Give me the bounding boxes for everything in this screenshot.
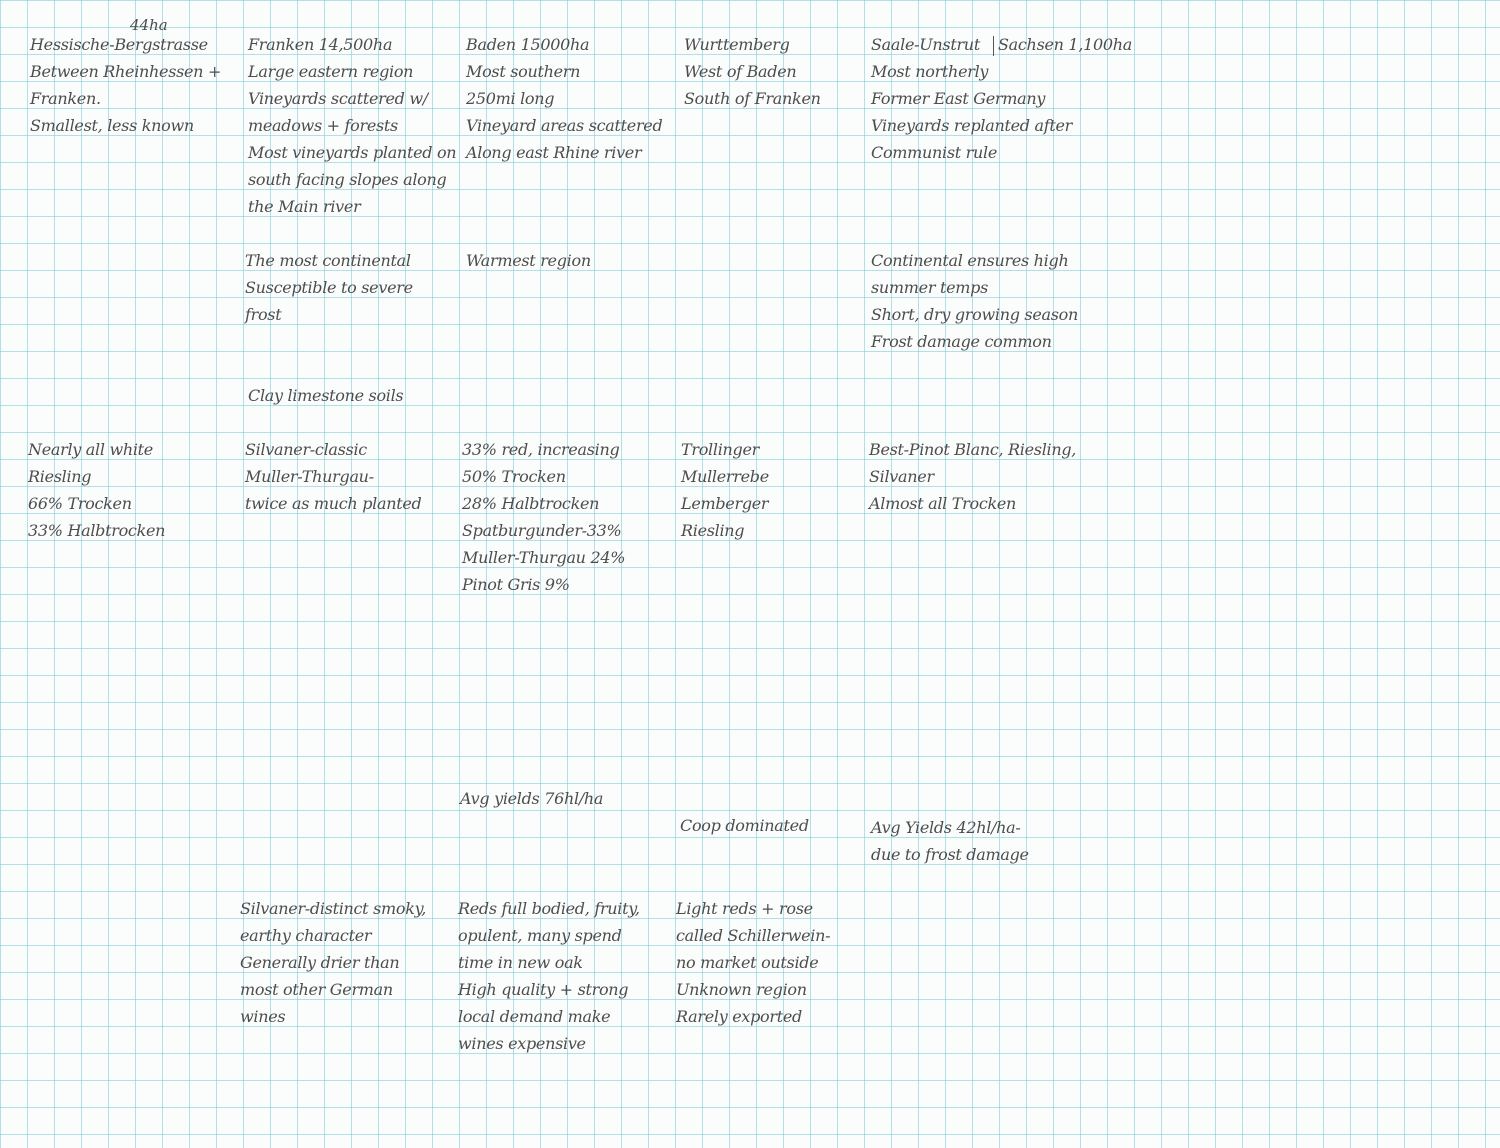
note-line: Continental ensures high — [871, 251, 1069, 270]
note-line: Silvaner-distinct smoky, — [240, 899, 427, 918]
note-line: 33% Halbtrocken — [28, 521, 166, 540]
note-line: Short, dry growing season — [871, 305, 1079, 324]
hessische-bergstrasse-notes — [30, 31, 221, 139]
note-line: Generally drier than — [240, 953, 400, 972]
note-line: 66% Trocken — [28, 494, 132, 513]
note-line: Most southern — [466, 62, 581, 81]
note-line: time in new oak — [458, 953, 583, 972]
note-line: Pinot Gris 9% — [462, 575, 570, 594]
note-line: High quality + strong — [458, 980, 629, 999]
note-line: local demand make — [458, 1007, 611, 1026]
note-line: Coop dominated — [680, 816, 809, 835]
note-line: south facing slopes along — [248, 170, 447, 189]
note-line: 33% red, increasing — [462, 440, 620, 459]
note-line: Susceptible to severe — [245, 278, 413, 297]
note-line: Franken 14,500ha — [248, 35, 393, 54]
note-line: Trollinger — [681, 440, 759, 459]
note-line: Spatburgunder-33% — [462, 521, 622, 540]
baden-yield-notes — [460, 785, 603, 812]
saale-climate-notes — [871, 247, 1078, 355]
note-line: Along east Rhine river — [466, 143, 642, 162]
note-line: no market outside — [676, 953, 819, 972]
note-line: opulent, many spend — [458, 926, 622, 945]
note-line: Almost all Trocken — [869, 494, 1017, 513]
note-line: 28% Halbtrocken — [462, 494, 600, 513]
note-line: Rarely exported — [676, 1007, 802, 1026]
baden-grapes-notes — [462, 436, 625, 598]
note-line: Mullerrebe — [681, 467, 769, 486]
note-line: earthy character — [240, 926, 372, 945]
franken-style-notes — [240, 895, 426, 1030]
note-line: Frost damage common — [871, 332, 1052, 351]
note-line: Sachsen 1,100ha — [998, 35, 1132, 54]
note-line: Most northerly — [871, 62, 989, 81]
note-line: Saale-Unstrut — [871, 35, 980, 54]
baden-style-notes — [458, 895, 640, 1057]
note-line: Warmest region — [466, 251, 591, 270]
saale-grapes-notes — [869, 436, 1076, 517]
note-line: Nearly all white — [28, 440, 153, 459]
sachsen-notes — [998, 31, 1132, 58]
wurttemberg-coop-notes — [680, 812, 809, 839]
note-line: Riesling — [28, 467, 92, 486]
note-line: wines expensive — [458, 1034, 586, 1053]
note-line: Unknown region — [676, 980, 807, 999]
note-line: Muller-Thurgau 24% — [462, 548, 626, 567]
note-line: Franken. — [30, 89, 101, 108]
note-line: meadows + forests — [248, 116, 398, 135]
note-line: wines — [240, 1007, 286, 1026]
note-line: Silvaner — [869, 467, 934, 486]
note-line: West of Baden — [684, 62, 797, 81]
note-line: Muller-Thurgau- — [245, 467, 374, 486]
note-line: due to frost damage — [871, 845, 1029, 864]
wurttemberg-notes — [684, 31, 821, 112]
note-line: Best-Pinot Blanc, Riesling, — [869, 440, 1077, 459]
franken-climate-notes — [245, 247, 413, 328]
note-line: Between Rheinhessen + — [30, 62, 222, 81]
note-line: Avg Yields 42hl/ha- — [871, 818, 1021, 837]
note-line: Communist rule — [871, 143, 998, 162]
note-line: the Main river — [248, 197, 361, 216]
note-line: Most vineyards planted on — [248, 143, 457, 162]
note-line: Vineyards scattered w/ — [248, 89, 428, 108]
saale-yield-notes — [871, 814, 1029, 868]
note-line: Smallest, less known — [30, 116, 194, 135]
note-line: called Schillerwein- — [676, 926, 831, 945]
wurttemberg-grapes-notes — [681, 436, 769, 544]
note-line: Wurttemberg — [684, 35, 790, 54]
note-line: Reds full bodied, fruity, — [458, 899, 640, 918]
note-line: Riesling — [681, 521, 745, 540]
note-line: Light reds + rose — [676, 899, 813, 918]
note-line: Former East Germany — [871, 89, 1046, 108]
hessische-grapes-notes — [28, 436, 165, 544]
note-line: most other German — [240, 980, 393, 999]
note-line: 50% Trocken — [462, 467, 566, 486]
note-line: Vineyard areas scattered — [466, 116, 663, 135]
wurttemberg-style-notes — [676, 895, 830, 1030]
region-divider — [993, 36, 994, 56]
baden-climate-notes — [466, 247, 591, 274]
note-line: Clay limestone soils — [248, 386, 404, 405]
note-line: Lemberger — [681, 494, 769, 513]
note-line: The most continental — [245, 251, 411, 270]
hectare-annotation: 44ha — [130, 16, 168, 34]
note-line: twice as much planted — [245, 494, 422, 513]
baden-notes — [466, 31, 662, 166]
note-line: Hessische-Bergstrasse — [30, 35, 208, 54]
franken-notes — [248, 31, 456, 220]
note-line: Large eastern region — [248, 62, 414, 81]
note-line: Baden 15000ha — [466, 35, 590, 54]
note-line: summer temps — [871, 278, 988, 297]
franken-soil-notes — [248, 382, 403, 409]
note-line: Silvaner-classic — [245, 440, 367, 459]
note-line: South of Franken — [684, 89, 821, 108]
franken-grapes-notes — [245, 436, 421, 517]
note-line: 250mi long — [466, 89, 555, 108]
note-line: Avg yields 76hl/ha — [460, 789, 604, 808]
note-line: frost — [245, 305, 282, 324]
note-line: Vineyards replanted after — [871, 116, 1072, 135]
